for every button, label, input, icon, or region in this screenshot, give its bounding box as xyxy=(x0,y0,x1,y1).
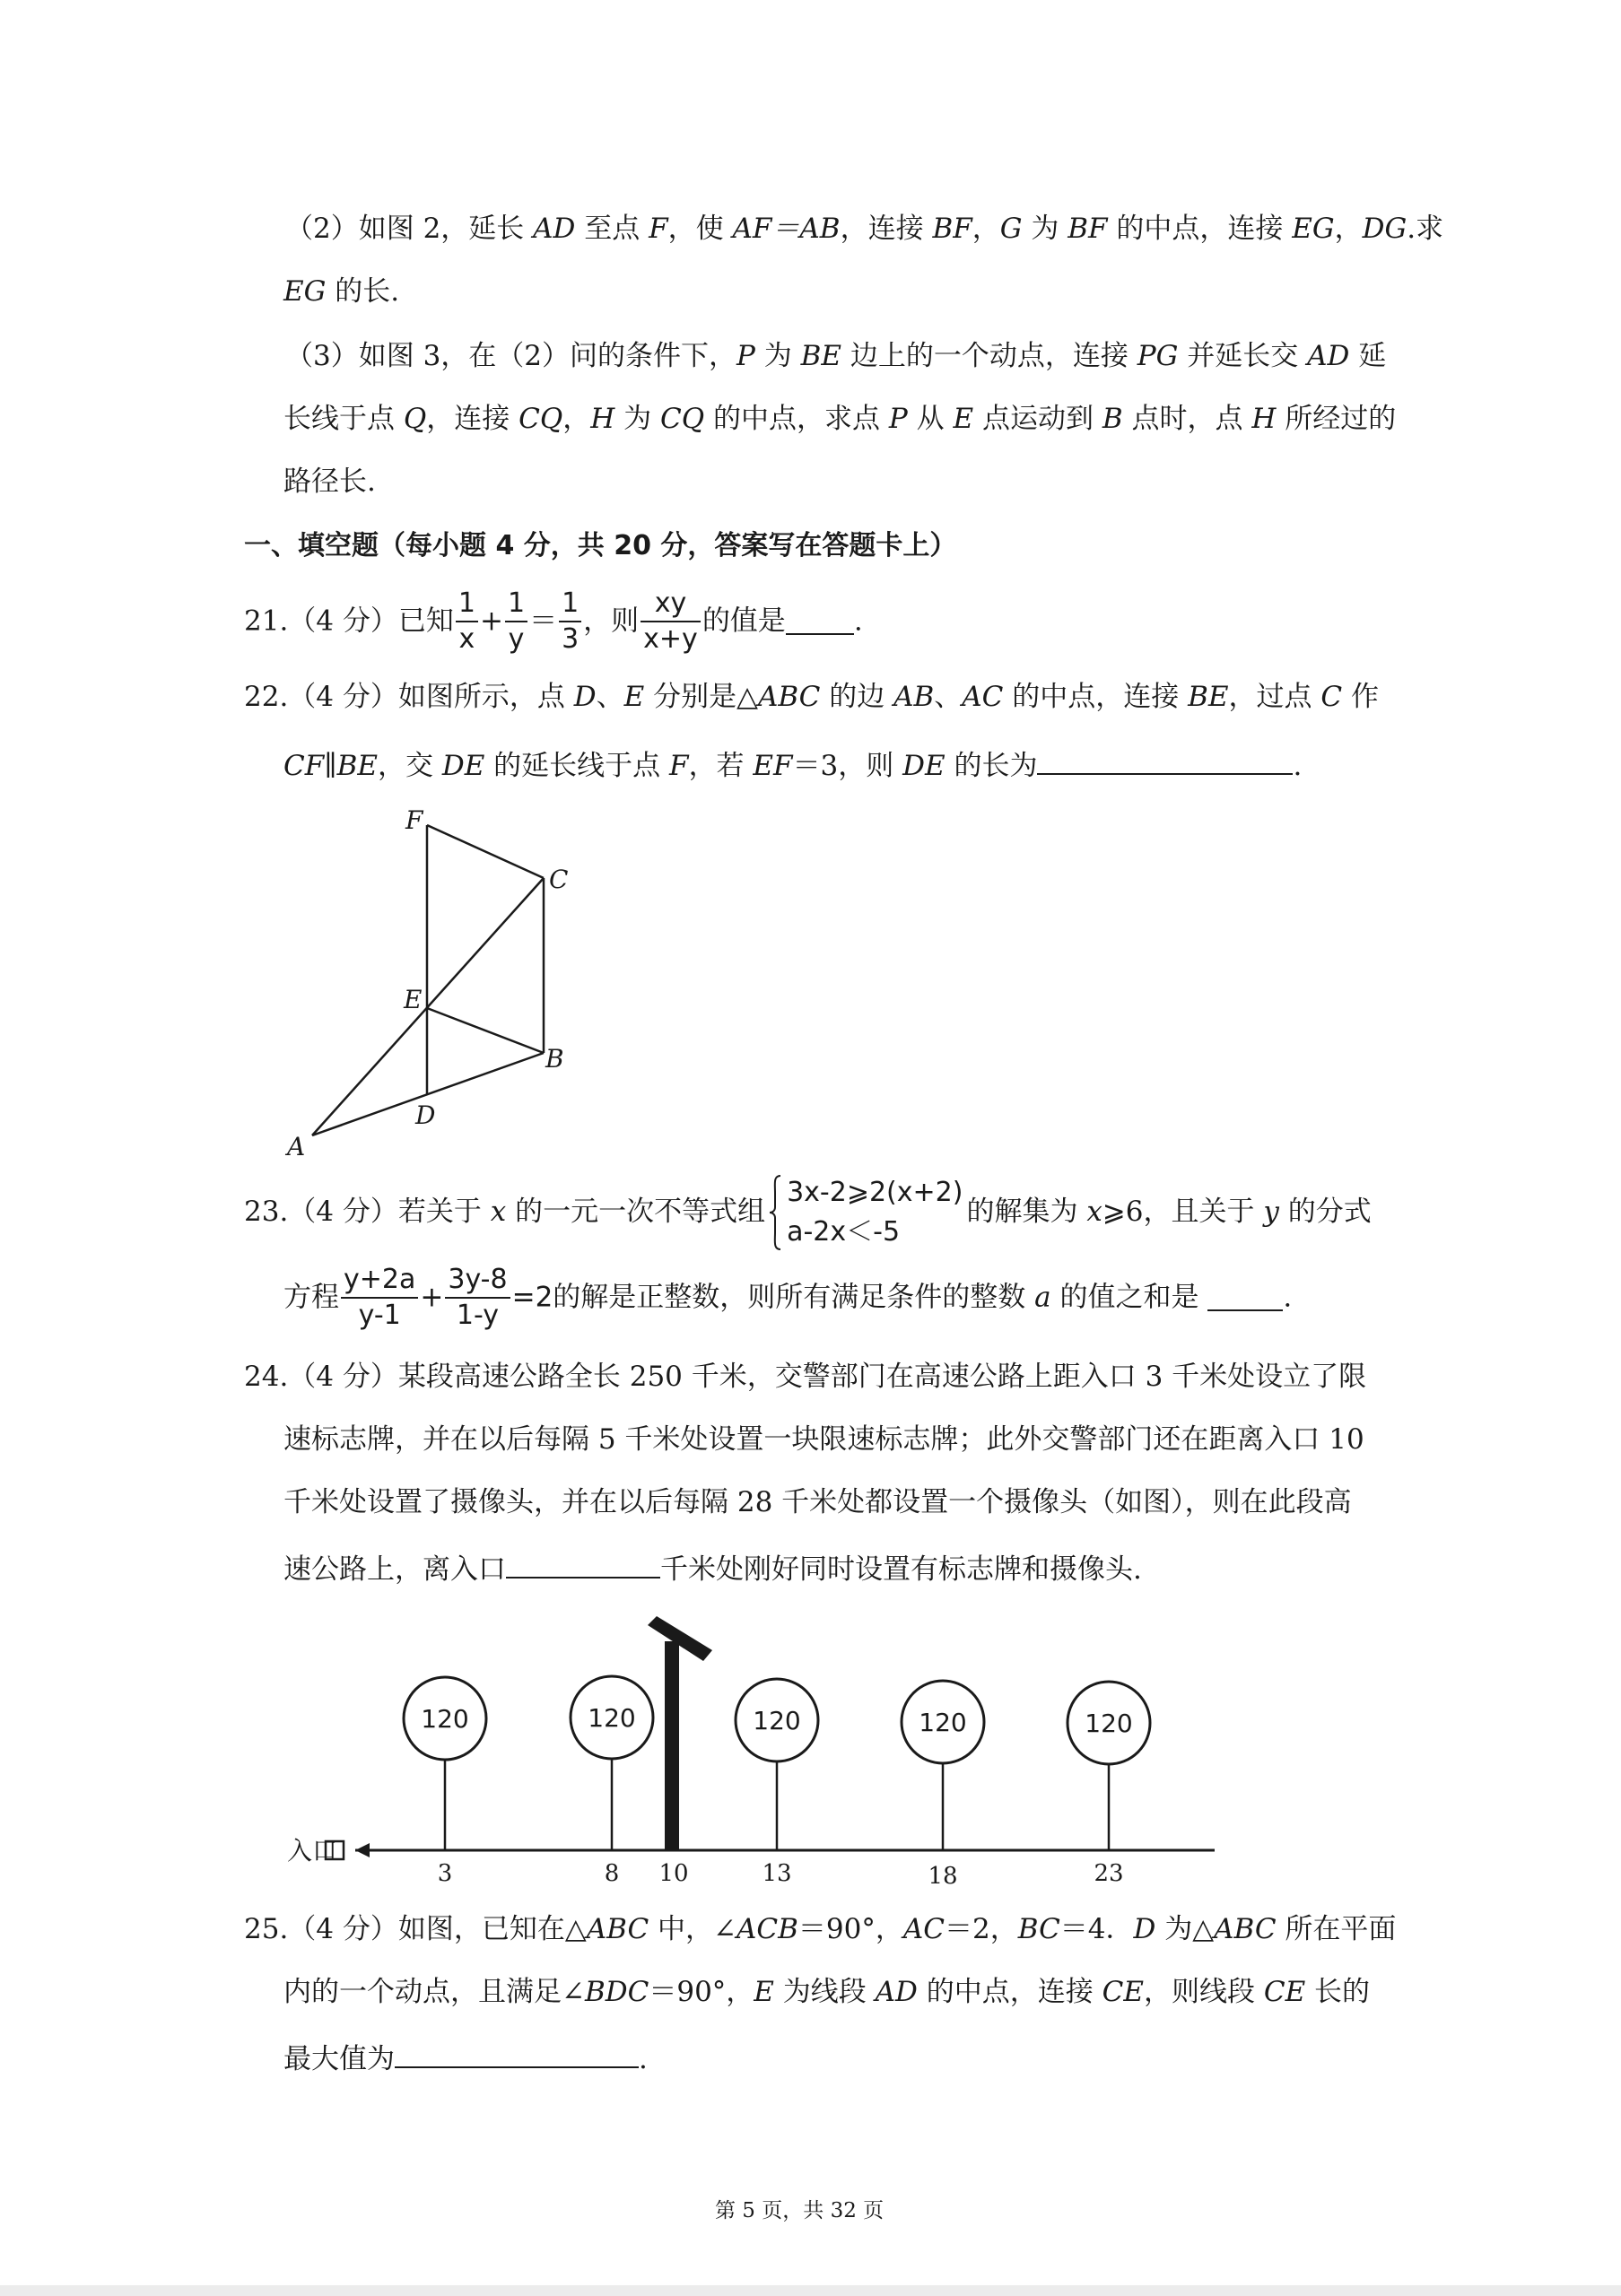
var: AC xyxy=(902,1913,945,1945)
q23-line1 xyxy=(244,1173,1372,1251)
text: ，若 xyxy=(688,750,754,782)
text: . xyxy=(853,604,863,638)
text: ＝2， xyxy=(944,1913,1018,1945)
answer-blank[interactable] xyxy=(1037,748,1293,775)
q24-road-figure xyxy=(278,1614,1220,1892)
text: 长线于点 xyxy=(283,403,404,435)
text: ，交 xyxy=(377,750,442,782)
text: 中，∠ xyxy=(649,1913,737,1945)
fraction xyxy=(456,587,478,655)
q20-part3-line2 xyxy=(283,405,1396,433)
var: F xyxy=(669,750,689,782)
label-e: E xyxy=(404,985,423,1014)
denominator: 3 xyxy=(562,623,580,655)
q20-part3-line3 xyxy=(283,465,376,498)
var: a xyxy=(1034,1281,1051,1314)
q24-line3: 千米处设置了摄像头，并在以后每隔 28 千米处都设置一个摄像头（如图），则在此段高 xyxy=(283,1486,1352,1518)
operator: ＝ xyxy=(529,604,558,638)
var: BC xyxy=(1017,1913,1060,1945)
var: ABC xyxy=(586,1913,649,1945)
text: 22.（4 分）如图所示，点 xyxy=(244,681,574,713)
var: BF xyxy=(1068,213,1108,245)
var: E xyxy=(623,681,645,713)
text: 的解是正整数，则所有满足条件的整数 xyxy=(553,1281,1035,1314)
text: 为△ xyxy=(1155,1913,1215,1945)
q23-line2 xyxy=(283,1266,1292,1329)
text: 作 xyxy=(1342,681,1379,713)
var: AD xyxy=(875,1976,918,2008)
var: F xyxy=(649,213,668,245)
var: BE xyxy=(800,340,842,372)
var: ACB xyxy=(736,1913,798,1945)
var: G xyxy=(999,213,1023,245)
fraction xyxy=(641,587,701,655)
text: 为线段 xyxy=(773,1976,876,2008)
label-d: D xyxy=(415,1100,436,1130)
text: 从 xyxy=(907,403,954,435)
q24-line4 xyxy=(283,1552,1142,1584)
answer-blank[interactable] xyxy=(506,1552,660,1578)
text: 最大值为 xyxy=(283,2043,395,2075)
text: ，连接 xyxy=(840,213,933,245)
text: 的值之和是 xyxy=(1050,1281,1208,1314)
sign-5 xyxy=(1068,1682,1150,1887)
scan-bottom-edge xyxy=(0,2285,1621,2296)
text: ＝4． xyxy=(1059,1913,1134,1945)
segment-fc xyxy=(427,825,544,878)
inequality-2: a-2x＜-5 xyxy=(787,1215,901,1248)
text: . xyxy=(639,2043,648,2075)
q20-part2-line2 xyxy=(283,275,400,308)
entrance-label: 入口 xyxy=(287,1836,338,1866)
var: BF xyxy=(932,213,972,245)
text: 延 xyxy=(1349,340,1387,372)
var: CE xyxy=(1263,1976,1306,2008)
numerator: 1 xyxy=(456,590,478,622)
sign-label: 120 xyxy=(1085,1709,1133,1738)
label-a: A xyxy=(287,1132,306,1161)
denominator: y-1 xyxy=(358,1300,401,1331)
q25-line1 xyxy=(244,1913,1397,1945)
sign-4 xyxy=(902,1681,984,1890)
var: H xyxy=(1251,403,1277,435)
text: 23.（4 分）若关于 xyxy=(244,1196,491,1228)
camera-mark-label: 10 xyxy=(658,1860,689,1887)
var: E xyxy=(754,1976,774,2008)
var: CQ xyxy=(519,403,563,435)
mark-label: 13 xyxy=(762,1860,792,1887)
text: 长的 xyxy=(1305,1976,1371,2008)
var: AB xyxy=(893,681,935,713)
answer-blank[interactable] xyxy=(1207,1284,1283,1311)
q25-line3 xyxy=(283,2041,648,2074)
var: E xyxy=(953,403,974,435)
text: 为 xyxy=(614,403,661,435)
text: 的中点，连接 xyxy=(917,1976,1102,2008)
text: 路径长. xyxy=(283,465,376,498)
var: EG xyxy=(283,275,327,308)
q24-line2: 速标志牌，并在以后每隔 5 千米处设置一块限速标志牌；此外交警部门还在距离入口 10 xyxy=(283,1423,1364,1456)
text: 点时，点 xyxy=(1122,403,1252,435)
q22-line2 xyxy=(283,748,1302,780)
var: DE xyxy=(441,750,485,782)
label-f: F xyxy=(405,805,423,835)
text: 、 xyxy=(934,681,963,713)
denominator: y xyxy=(508,623,525,655)
text: ＝90°， xyxy=(797,1913,903,1945)
text: 分别是△ xyxy=(644,681,758,713)
text: （2）如图 2，延长 xyxy=(285,213,534,245)
var: C xyxy=(1320,681,1343,713)
denominator: 1-y xyxy=(456,1300,500,1331)
fraction xyxy=(559,587,581,655)
var: AF＝AB xyxy=(732,213,841,245)
q20-part3-line1 xyxy=(285,340,1387,372)
sign-label: 120 xyxy=(919,1708,967,1737)
var: Q xyxy=(403,403,427,435)
var: AC xyxy=(962,681,1004,713)
fraction xyxy=(341,1266,418,1329)
var: BDC xyxy=(584,1976,649,2008)
text: ＝3，则 xyxy=(792,750,903,782)
var: AD xyxy=(533,213,576,245)
text: ， xyxy=(562,403,591,435)
var: H xyxy=(590,403,615,435)
var: EG xyxy=(1292,213,1335,245)
text: 边上的一个动点，连接 xyxy=(841,340,1137,372)
camera-head-icon xyxy=(648,1616,712,1661)
var: CQ xyxy=(660,403,705,435)
label-c: C xyxy=(549,865,569,894)
var: PG xyxy=(1137,340,1179,372)
text: ，过点 xyxy=(1228,681,1321,713)
text: 的分式 xyxy=(1278,1196,1372,1228)
text: 的中点，连接 xyxy=(1003,681,1189,713)
text: . xyxy=(1283,1281,1293,1314)
text: 至点 xyxy=(575,213,649,245)
denominator: x+y xyxy=(643,623,698,655)
text: 的中点，连接 xyxy=(1107,213,1293,245)
text: . xyxy=(1293,750,1303,782)
text: 为 xyxy=(754,340,801,372)
text: 为 xyxy=(1022,213,1068,245)
text: 并延长交 xyxy=(1178,340,1308,372)
text: 点运动到 xyxy=(973,403,1102,435)
sign-2 xyxy=(571,1676,653,1887)
numerator: y+2a xyxy=(341,1266,418,1299)
text: 的边 xyxy=(820,681,894,713)
var: P xyxy=(736,340,755,372)
var: DE xyxy=(902,750,946,782)
inequality-1: 3x-2⩾2(x+2) xyxy=(787,1177,963,1208)
var: x xyxy=(1086,1196,1102,1228)
denominator: x xyxy=(458,623,475,655)
q25-line2 xyxy=(283,1976,1371,2008)
text: ，使 xyxy=(667,213,733,245)
operator: + xyxy=(420,1281,444,1314)
var: CF xyxy=(283,750,325,782)
numerator: 3y-8 xyxy=(445,1266,510,1299)
text: 25.（4 分）如图，已知在△ xyxy=(244,1913,587,1945)
var: CE xyxy=(1102,1976,1144,2008)
var: EF xyxy=(753,750,793,782)
var: P xyxy=(888,403,908,435)
text: ，则 xyxy=(583,604,640,638)
text: （3）如图 3，在（2）问的条件下， xyxy=(285,340,737,372)
text: 的解集为 xyxy=(966,1196,1087,1228)
label-b: B xyxy=(545,1044,564,1074)
question-number: 21.（4 分）已知 xyxy=(244,604,454,638)
text: 的长. xyxy=(326,275,400,308)
var: y xyxy=(1263,1196,1279,1228)
text: ＝90°， xyxy=(649,1976,754,2008)
var: D xyxy=(573,681,597,713)
operator: + xyxy=(479,604,503,638)
text: ， xyxy=(972,213,1000,245)
text: 的延长线于点 xyxy=(484,750,670,782)
mark-label: 18 xyxy=(928,1863,958,1890)
var: x xyxy=(490,1196,507,1228)
text: ⩾6，且关于 xyxy=(1102,1196,1264,1228)
fraction xyxy=(445,1266,510,1329)
inequality-system xyxy=(769,1173,963,1251)
section-title: 一、填空题（每小题 4 分，共 20 分，答案写在答题卡上） xyxy=(244,530,957,561)
answer-blank[interactable] xyxy=(395,2041,639,2068)
text: 的中点，求点 xyxy=(704,403,889,435)
numerator: xy xyxy=(641,590,701,622)
camera-pole-icon xyxy=(665,1641,679,1850)
q22-geometry-figure xyxy=(269,798,628,1166)
text: 方程 xyxy=(283,1281,339,1314)
text: ， xyxy=(1334,213,1363,245)
text: .求 xyxy=(1407,213,1444,245)
numerator: 1 xyxy=(505,590,527,622)
sign-1 xyxy=(404,1677,486,1887)
text: 速公路上，离入口 xyxy=(283,1553,506,1586)
var: ABC xyxy=(1214,1913,1277,1945)
text: 的长为 xyxy=(945,750,1038,782)
text: 内的一个动点，且满足∠ xyxy=(283,1976,585,2008)
camera xyxy=(648,1616,712,1887)
q24-line1: 24.（4 分）某段高速公路全长 250 千米，交警部门在高速公路上距入口 3 千米处设立了限 xyxy=(244,1361,1367,1393)
segment-eb xyxy=(427,1008,544,1053)
var: BE xyxy=(1188,681,1229,713)
page-footer: 第 5 页，共 32 页 xyxy=(715,2199,885,2222)
var: DG xyxy=(1362,213,1407,245)
text: ，则线段 xyxy=(1143,1976,1264,2008)
q22-line1 xyxy=(244,683,1379,711)
text: ，连接 xyxy=(426,403,519,435)
fraction xyxy=(505,587,527,655)
q20-part2-line1 xyxy=(285,215,1443,243)
var: B xyxy=(1102,403,1123,435)
text: 千米处刚好同时设置有标志牌和摄像头. xyxy=(660,1553,1142,1586)
brace-icon xyxy=(769,1175,781,1250)
var: AD xyxy=(1307,340,1350,372)
text: 所经过的 xyxy=(1276,403,1397,435)
text: 的一元一次不等式组 xyxy=(506,1196,766,1228)
numerator: 1 xyxy=(559,590,581,622)
var: BE xyxy=(336,750,378,782)
sign-label: 120 xyxy=(753,1706,801,1735)
var: D xyxy=(1133,1913,1156,1945)
mark-label: 3 xyxy=(437,1860,453,1887)
text: 所在平面 xyxy=(1276,1913,1397,1945)
text: ∥ xyxy=(324,750,337,782)
operator: =2 xyxy=(511,1281,553,1314)
var: ABC xyxy=(757,681,821,713)
answer-blank[interactable] xyxy=(786,608,854,635)
q21-line xyxy=(244,587,863,655)
sign-label: 120 xyxy=(588,1703,636,1733)
road-arrow-icon xyxy=(355,1843,370,1857)
text: 、 xyxy=(596,681,624,713)
mark-label: 23 xyxy=(1094,1860,1124,1887)
text: 的值是 xyxy=(702,604,786,638)
mark-label: 8 xyxy=(604,1860,620,1887)
sign-3 xyxy=(736,1679,818,1887)
sign-label: 120 xyxy=(421,1704,469,1734)
